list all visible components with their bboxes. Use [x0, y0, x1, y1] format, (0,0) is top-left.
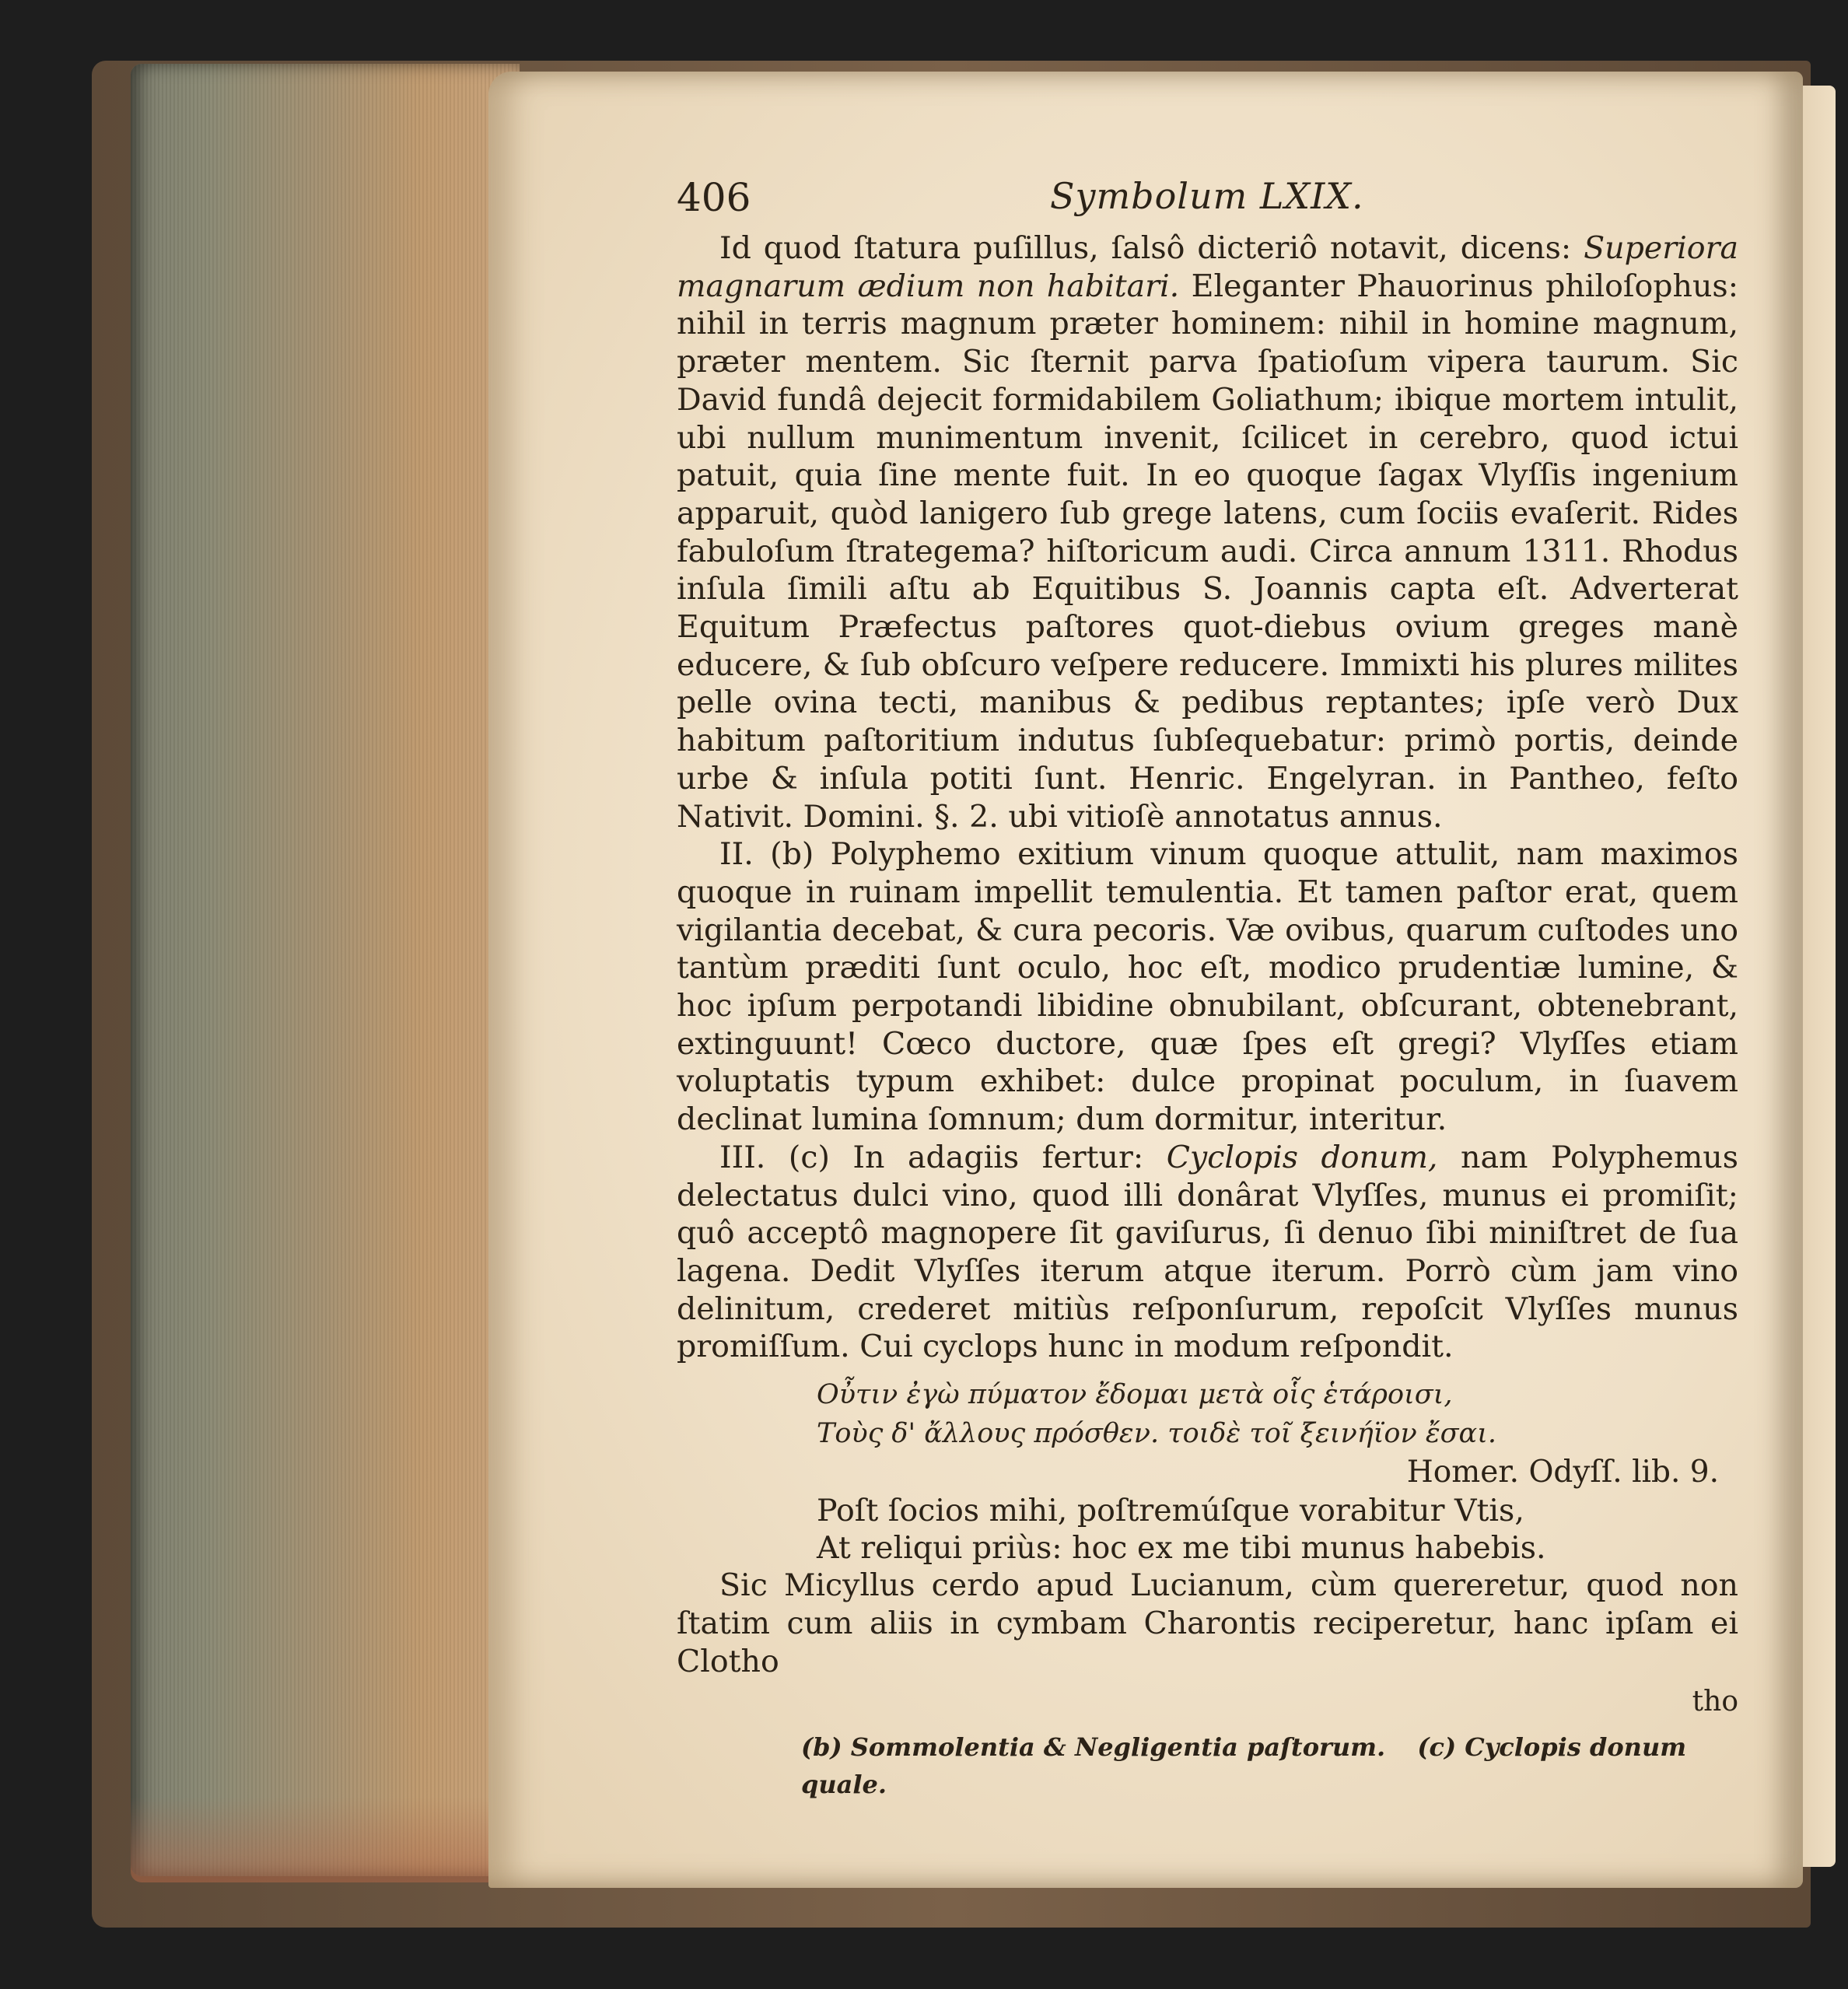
paragraph-1: [677, 229, 1738, 835]
main-text: [677, 229, 1738, 1366]
latin-verse: [817, 1492, 1738, 1567]
citation-homer: Homer. Odyſſ. lib. 9.: [1406, 1455, 1719, 1490]
page-text-block: [677, 175, 1738, 1803]
greek-line-1: Οὖτιν ἐγὼ πύματον ἔδομαι μετὰ οἷς ἑτάροισι,: [817, 1379, 1453, 1411]
footnotes: [801, 1728, 1738, 1803]
paragraph-3-body: nam Polyphemus delectatus dulci vino, quod illi donârat Vlyſſes, munus ei promiſit; quô acceptô magnopere ſit gaviſurus, ſi denuo ſibi miniſtret de ſua lagena. Dedit Vlyſſes iterum atque iterum. Porrò cùm jam vino delinitum, crederet mitiùs reſponſurum, repoſcit Vlyſſes munus promiſſum. Cui cyclops hunc in modum reſpondit.: [677, 1139, 1739, 1365]
page-number: 406: [677, 175, 751, 220]
verse-line-2: At reliqui priùs: hoc ex me tibi munus habebis.: [817, 1530, 1546, 1567]
paragraph-4: Sic Micyllus cerdo apud Lucianum, cùm quereretur, quod non ſtatim cum aliis in cymbam Charontis reciperetur, hanc ipſam ei Clotho: [677, 1567, 1738, 1679]
greek-quotation: [817, 1375, 1738, 1453]
paragraph-3: [677, 1139, 1738, 1366]
greek-line-2: Τοὺς δ' ἄλλους πρόσθεν. τοιδὲ τοῖ ξεινήϊον ἔσαι.: [817, 1418, 1497, 1450]
paragraph-1-intro: Id quod ſtatura puſillus, ſalsô dicteriô notavit, dicens:: [719, 230, 1572, 266]
paragraph-3-intro: III. (c) In adagiis fertur:: [719, 1139, 1144, 1175]
catchword: tho: [1692, 1686, 1738, 1718]
page-title: Symbolum LXIX.: [1050, 175, 1364, 217]
paragraph-3-quote: Cyclopis donum,: [1166, 1139, 1438, 1175]
page-edge-shadow: [131, 1797, 520, 1882]
footnote-b: (b) Sommolentia & Negligentia paſtorum.: [801, 1732, 1386, 1763]
paragraph-1-quote: Superiora magnarum ædium non habitari.: [677, 230, 1738, 304]
footnote-c: (c) Cyclopis donum quale.: [801, 1732, 1687, 1800]
running-head: [677, 175, 1738, 229]
page-edges: [131, 64, 520, 1876]
closing-text: [677, 1567, 1738, 1680]
verse-line-1: Poſt ſocios mihi, poſtremúſque vorabitur Vtis,: [817, 1493, 1524, 1529]
paragraph-1-body: Eleganter Phauorinus philoſophus: nihil in terris magnum præter hominem: nihil in homine magnum, præter mentem. Sic ſternit parva ſpatioſum vipera taurum. Sic David fundâ dejecit formidabilem Goliathum; ibique mortem intulit, ubi nullum munimentum invenit, ſcilicet in cerebro, quod ictui patuit, quia ſine mente fuit. In eo quoque ſagax Vlyſſis ingenium apparuit, quòd lanigero ſub grege latens, cum ſociis evaſerit. Rides fabuloſum ſtrategema? hiſtoricum audi. Circa annum 1311. Rhodus inſula ſimili aſtu ab Equitibus S. Joannis capta eſt. Adverterat Equitum Præfectus paſtores quot-diebus ovium greges manè educere, & ſub obſcuro veſpere reducere. Immixti his plures milites pelle ovina tecti, manibus & pedibus reptantes; ipſe verò Dux habitum paſtoritium indutus ſubſequebatur: primò portis, deinde urbe & inſula potiti ſunt. Henric. Engelyran. in Pantheo, feſto Nativit. Domini. §. 2. ubi vitioſè annotatus annus.: [677, 268, 1738, 835]
paragraph-2: II. (b) Polyphemo exitium vinum quoque attulit, nam maximos quoque in ruinam impellit temulentia. Et tamen paſtor erat, quem vigilantia decebat, & cura pecoris. Væ ovibus, quarum cuſtodes uno tantùm præditi ſunt oculo, hoc eſt, modico prudentiæ lumine, & hoc ipſum perpotandi libidine obnubilant, obſcurant, obtenebrant, extinguunt! Cœco ductore, quæ ſpes eſt gregi? Vlyſſes etiam voluptatis typum exhibet: dulce propinat poculum, in ſuavem declinat lumina ſomnum; dum dormitur, interitur.: [677, 836, 1738, 1138]
